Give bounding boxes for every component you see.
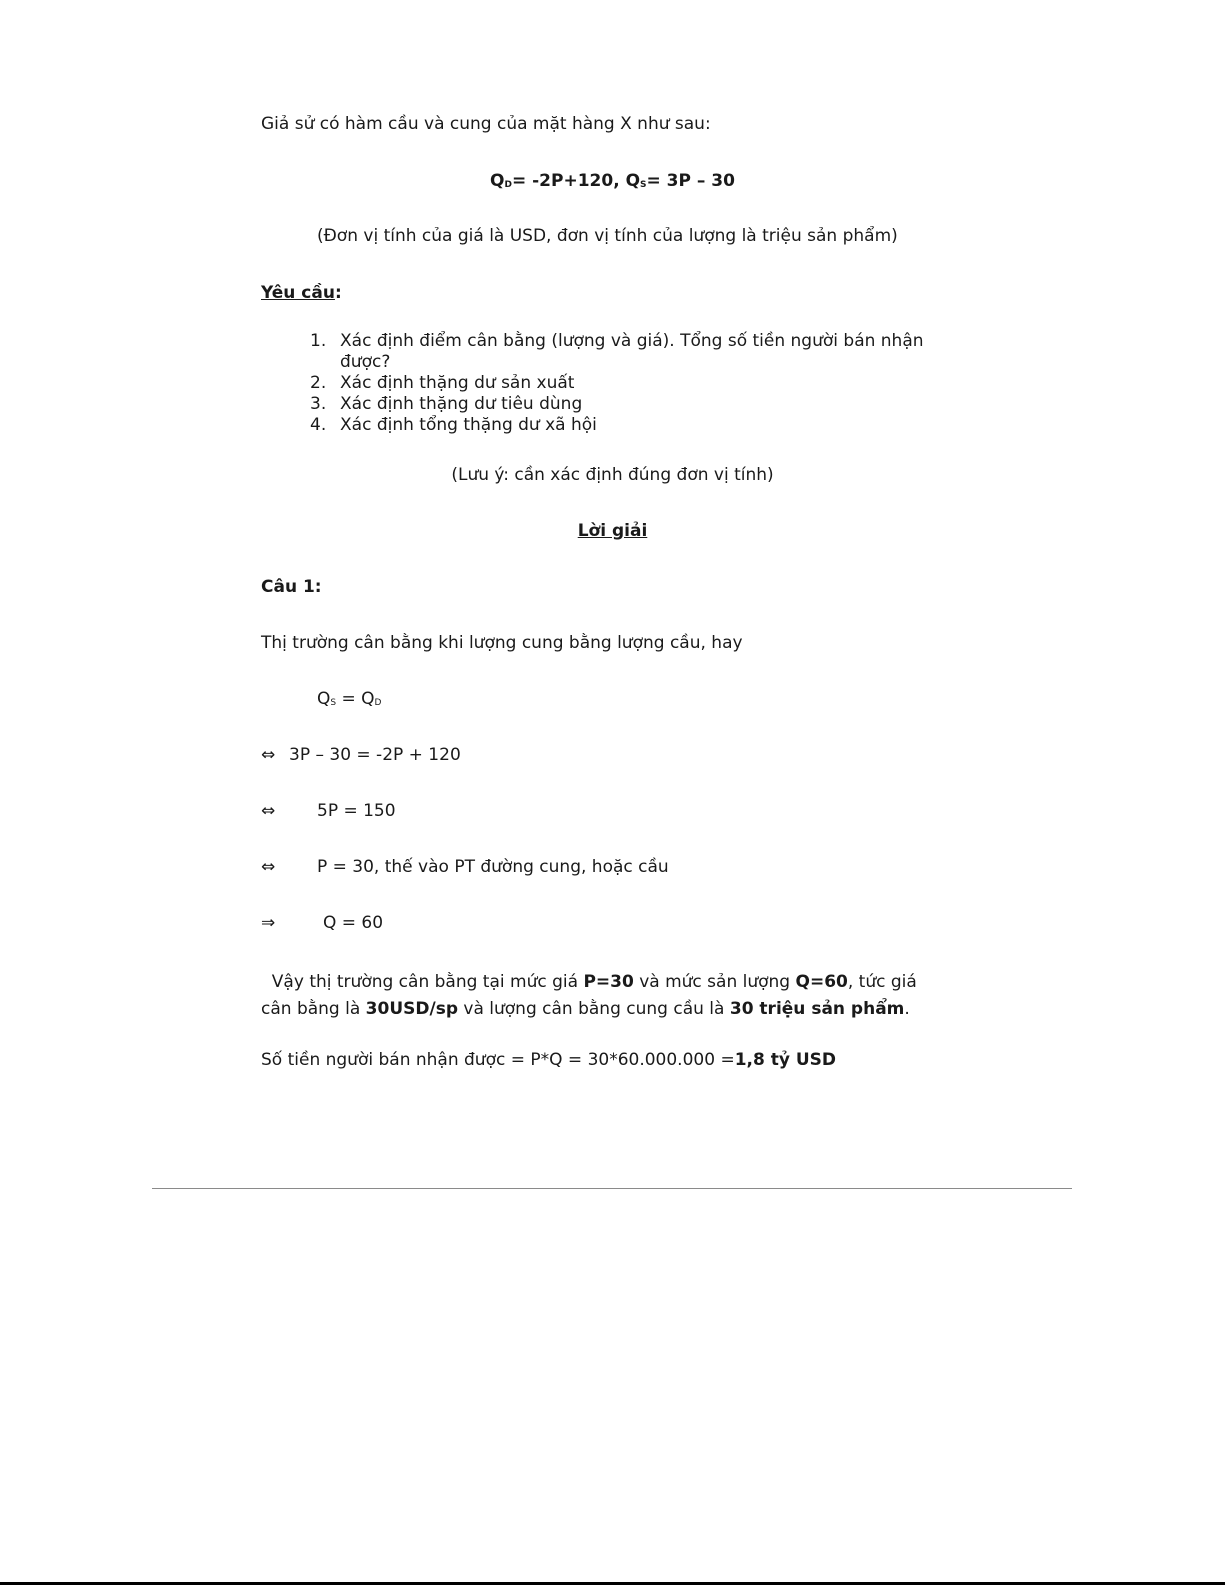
step-text: Q = 60 [323, 913, 384, 933]
equilibrium-condition-text: Thị trường cân bằng khi lượng cung bằng lượng cầu, hay [261, 633, 743, 653]
qs-subscript: S [640, 180, 647, 190]
list-item-text: Xác định thặng dư tiêu dùng [340, 394, 583, 414]
step-equation-1 [261, 744, 461, 766]
qs-symbol-subscript: S [330, 698, 337, 708]
conclusion-quantity: Q=60 [795, 972, 848, 992]
qd-subscript: D [504, 180, 512, 190]
equals-qd: = Q [336, 689, 375, 709]
requirements-heading [261, 282, 342, 304]
conclusion-paragraph [261, 969, 961, 1023]
supply-demand-equation [0, 170, 1225, 196]
conclusion-text: . [904, 999, 910, 1019]
solution-title-text: Lời giải [577, 521, 648, 541]
units-reminder-note: (Lưu ý: cần xác định đúng đơn vị tính) [451, 465, 774, 485]
step-equation-3 [261, 856, 669, 878]
question-1-heading: Câu 1: [261, 577, 322, 597]
conclusion-total-quantity: 30 triệu sản phẩm [729, 999, 905, 1019]
conclusion-unit-price: 30USD/sp [365, 999, 458, 1019]
requirements-title: Yêu cầu [261, 283, 335, 303]
conclusion-text: và mức sản lượng [633, 972, 796, 992]
list-item-number: 3. [310, 394, 327, 414]
revenue-text: Số tiền người bán nhận được = P*Q = 30*60.000.000 = [261, 1050, 735, 1070]
units-note: (Đơn vị tính của giá là USD, đơn vị tính của lượng là triệu sản phẩm) [317, 226, 898, 246]
revenue-amount: 1,8 tỷ USD [734, 1050, 837, 1070]
qd-label: Q [490, 171, 505, 191]
step-text: 3P – 30 = -2P + 120 [289, 745, 461, 765]
requirements-list [310, 331, 950, 436]
qs-rhs: = 3P – 30 [646, 171, 735, 191]
list-item-text: Xác định điểm cân bằng (lượng và giá). Tổng số tiền người bán nhận [340, 331, 924, 351]
list-item-number: 1. [310, 331, 327, 351]
conclusion-text: và lượng cân bằng cung cầu là [458, 999, 730, 1019]
list-item-text: Xác định tổng thặng dư xã hội [340, 415, 597, 435]
list-item-number: 4. [310, 415, 327, 435]
qd-symbol-subscript: D [374, 698, 382, 708]
step-text: 5P = 150 [317, 801, 396, 821]
qs-label: Q [625, 171, 641, 191]
seller-revenue-line [261, 1049, 836, 1071]
list-item [310, 394, 950, 415]
conclusion-line-1 [261, 969, 961, 996]
step-text: P = 30, thế vào PT đường cung, hoặc cầu [317, 857, 669, 877]
equivalence-arrow-icon: ⇔ [261, 857, 276, 877]
conclusion-text: Vậy thị trường cân bằng tại mức giá [261, 972, 584, 992]
list-item [310, 331, 950, 373]
step-equation-4 [261, 912, 383, 934]
equivalence-arrow-icon: ⇔ [261, 745, 276, 765]
list-item-number: 2. [310, 373, 327, 393]
equilibrium-equation [317, 688, 381, 714]
horizontal-divider [152, 1188, 1072, 1189]
conclusion-price: P=30 [583, 972, 634, 992]
qd-rhs: = -2P+120, [511, 171, 626, 191]
solution-title [0, 520, 1225, 542]
step-equation-2 [261, 800, 396, 822]
qs-symbol: Q [317, 689, 331, 709]
list-item [310, 415, 950, 436]
equivalence-arrow-icon: ⇔ [261, 801, 276, 821]
list-item [310, 373, 950, 394]
list-item-text: Xác định thặng dư sản xuất [340, 373, 575, 393]
requirements-colon: : [334, 283, 342, 303]
implication-arrow-icon: ⇒ [261, 913, 276, 933]
conclusion-text: cân bằng là [261, 999, 366, 1019]
list-item-continuation: được? [340, 352, 391, 372]
conclusion-text: , tức giá [847, 972, 917, 992]
intro-text: Giả sử có hàm cầu và cung của mặt hàng X như sau: [261, 114, 711, 134]
conclusion-line-2 [261, 996, 961, 1023]
